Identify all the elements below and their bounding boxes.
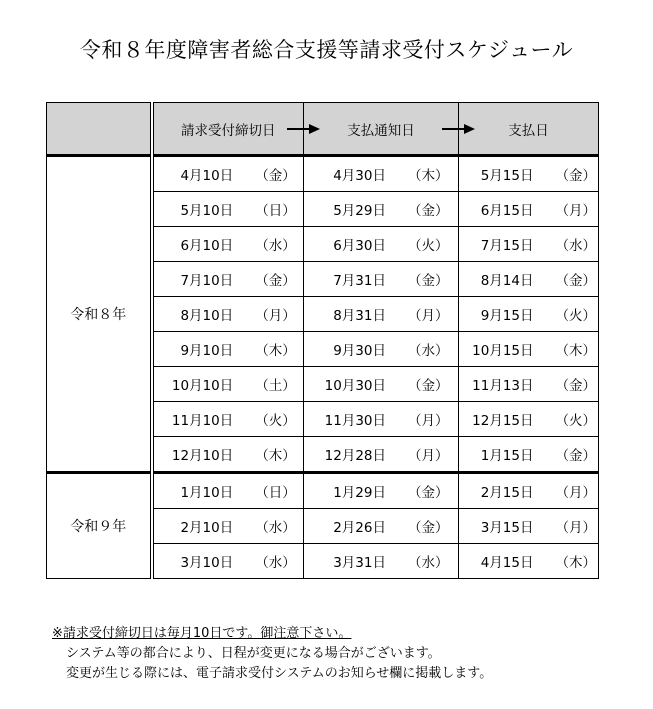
deadline-date: 9月10日 [180, 343, 234, 359]
payment-date: 8月14日 [480, 273, 534, 289]
payment-date: 6月15日 [480, 203, 534, 219]
deadline-cell [152, 473, 304, 509]
notice-date: 8月31日 [333, 308, 386, 324]
arrow-right-icon [442, 123, 476, 135]
deadline-cell [152, 437, 304, 473]
notice-cell [304, 332, 459, 367]
deadline-weekday: （水） [255, 238, 296, 254]
notice-weekday: （月） [408, 448, 449, 464]
notice-date: 2月26日 [333, 520, 386, 536]
notice-date: 3月31日 [333, 555, 386, 571]
payment-cell [459, 332, 599, 367]
deadline-cell [152, 367, 304, 402]
payment-weekday: （金） [555, 273, 596, 289]
notice-date: 12月28日 [324, 448, 386, 464]
payment-weekday: （火） [555, 413, 596, 429]
table-row [47, 156, 599, 192]
payment-date: 4月15日 [480, 555, 534, 571]
deadline-date: 1月10日 [180, 485, 234, 501]
notice-weekday: （水） [408, 555, 449, 571]
notice-cell [304, 227, 459, 262]
payment-date: 5月15日 [480, 168, 534, 184]
notice-cell [304, 402, 459, 437]
header-notice [304, 103, 459, 156]
notice-cell [304, 437, 459, 473]
table-row [47, 473, 599, 509]
deadline-cell [152, 156, 304, 192]
payment-cell [459, 437, 599, 473]
notice-weekday: （月） [408, 413, 449, 429]
payment-weekday: （木） [555, 555, 596, 571]
payment-weekday: （金） [555, 168, 596, 184]
notice-date: 10月30日 [324, 378, 386, 394]
note-line-3: 変更が生じる際には、電子請求受付システムのお知らせ欄に掲載します。 [66, 666, 493, 681]
payment-cell [459, 509, 599, 544]
deadline-weekday: （水） [255, 520, 296, 536]
deadline-cell [152, 509, 304, 544]
deadline-date: 6月10日 [180, 238, 234, 254]
page-title: 令和８年度障害者総合支援等請求受付スケジュール [79, 38, 574, 62]
deadline-weekday: （日） [255, 485, 296, 501]
payment-cell [459, 544, 599, 579]
notice-date: 1月29日 [333, 485, 386, 501]
payment-cell [459, 367, 599, 402]
payment-weekday: （木） [555, 343, 596, 359]
payment-date: 3月15日 [480, 520, 534, 536]
deadline-date: 3月10日 [180, 555, 234, 571]
deadline-date: 4月10日 [180, 168, 234, 184]
deadline-date: 10月10日 [171, 378, 234, 394]
payment-date: 2月15日 [480, 485, 534, 501]
notice-date: 11月30日 [324, 413, 386, 429]
notice-weekday: （金） [408, 273, 449, 289]
notice-cell [304, 297, 459, 332]
payment-weekday: （水） [555, 238, 596, 254]
header-blank-cell [47, 103, 152, 156]
notice-cell [304, 192, 459, 227]
payment-weekday: （火） [555, 308, 596, 324]
notice-weekday: （金） [408, 378, 449, 394]
payment-date: 11月13日 [472, 378, 534, 394]
notice-date: 7月31日 [333, 273, 386, 289]
notice-weekday: （金） [408, 485, 449, 501]
notice-cell [304, 544, 459, 579]
deadline-cell [152, 227, 304, 262]
schedule-body [47, 156, 599, 579]
payment-cell [459, 262, 599, 297]
deadline-weekday: （火） [255, 413, 296, 429]
payment-date: 10月15日 [472, 343, 534, 359]
payment-weekday: （月） [555, 520, 596, 536]
deadline-weekday: （金） [255, 273, 296, 289]
payment-weekday: （金） [555, 448, 596, 464]
deadline-weekday: （水） [255, 555, 296, 571]
header-deadline [152, 103, 304, 156]
deadline-date: 11月10日 [171, 413, 234, 429]
payment-weekday: （月） [555, 485, 596, 501]
payment-weekday: （月） [555, 203, 596, 219]
note-line-1: ※請求受付締切日は毎月10日です。御注意下さい。 [52, 626, 352, 641]
deadline-date: 5月10日 [180, 203, 234, 219]
notice-weekday: （水） [408, 343, 449, 359]
deadline-cell [152, 544, 304, 579]
deadline-cell [152, 262, 304, 297]
notice-cell [304, 473, 459, 509]
notice-cell [304, 367, 459, 402]
header-row [47, 103, 599, 156]
header-notice-label: 支払通知日 [347, 122, 415, 139]
deadline-cell [152, 402, 304, 437]
arrow-right-icon [287, 123, 321, 135]
notice-weekday: （火） [408, 238, 449, 254]
notice-date: 5月29日 [333, 203, 386, 219]
deadline-weekday: （月） [255, 308, 296, 324]
deadline-weekday: （日） [255, 203, 296, 219]
deadline-date: 2月10日 [180, 520, 234, 536]
deadline-weekday: （木） [255, 448, 296, 464]
deadline-cell [152, 192, 304, 227]
payment-date: 1月15日 [480, 448, 534, 464]
deadline-weekday: （木） [255, 343, 296, 359]
note-line-2: システム等の都合により、日程が変更になる場合がございます。 [66, 646, 441, 661]
payment-cell [459, 473, 599, 509]
deadline-cell [152, 332, 304, 367]
payment-date: 12月15日 [472, 413, 534, 429]
deadline-date: 7月10日 [180, 273, 234, 289]
payment-date: 9月15日 [480, 308, 534, 324]
payment-weekday: （金） [555, 378, 596, 394]
year-label: 令和９年 [47, 473, 152, 579]
payment-cell [459, 156, 599, 192]
notice-weekday: （木） [408, 168, 449, 184]
deadline-cell [152, 297, 304, 332]
notice-date: 9月30日 [333, 343, 386, 359]
deadline-weekday: （土） [255, 378, 296, 394]
notice-date: 4月30日 [333, 168, 386, 184]
payment-cell [459, 227, 599, 262]
notice-weekday: （月） [408, 308, 449, 324]
header-payment-label: 支払日 [508, 122, 549, 139]
notes [52, 624, 492, 684]
notice-weekday: （金） [408, 520, 449, 536]
header-deadline-label: 請求受付締切日 [181, 122, 276, 139]
deadline-date: 8月10日 [180, 308, 234, 324]
notice-cell [304, 156, 459, 192]
notice-cell [304, 509, 459, 544]
notice-weekday: （金） [408, 203, 449, 219]
notice-date: 6月30日 [333, 238, 386, 254]
deadline-weekday: （金） [255, 168, 296, 184]
payment-cell [459, 402, 599, 437]
deadline-date: 12月10日 [171, 448, 234, 464]
payment-cell [459, 192, 599, 227]
payment-date: 7月15日 [480, 238, 534, 254]
schedule-table [46, 102, 599, 579]
year-label: 令和８年 [47, 156, 152, 473]
notice-cell [304, 262, 459, 297]
payment-cell [459, 297, 599, 332]
header-payment [459, 103, 599, 156]
